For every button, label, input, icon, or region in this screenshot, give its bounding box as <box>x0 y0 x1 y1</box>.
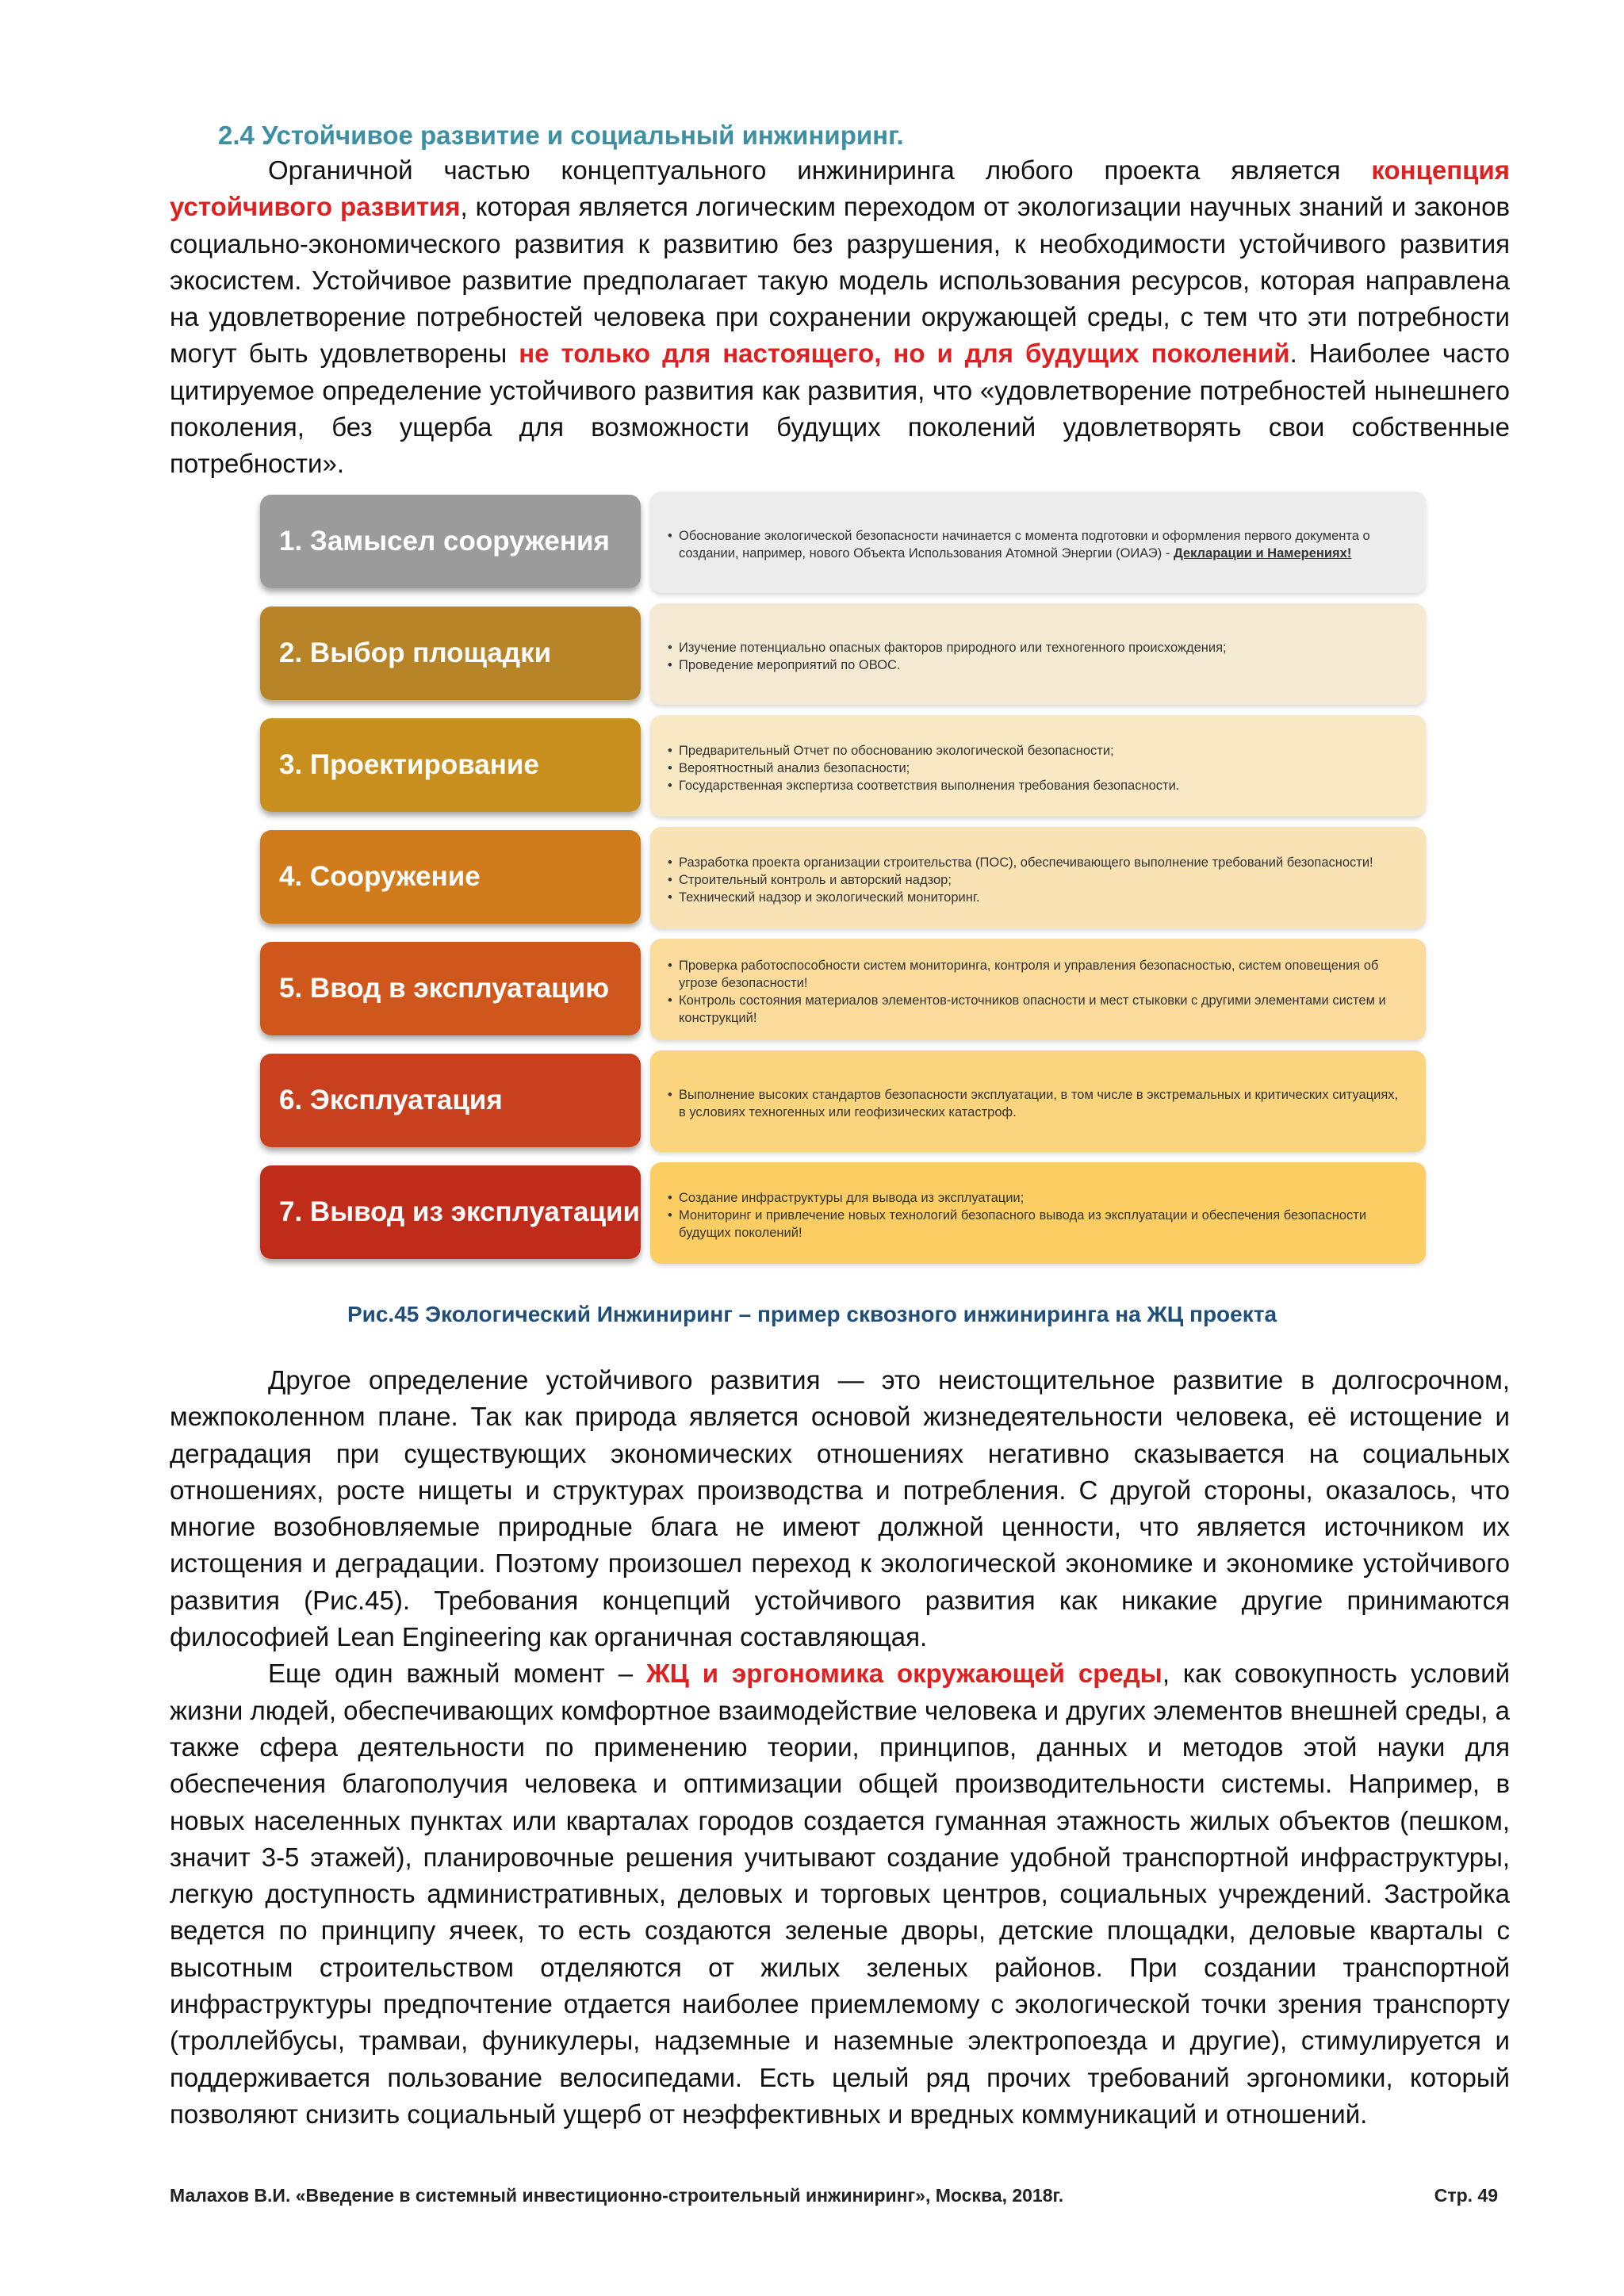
stage-label: 7. Вывод из эксплуатации <box>260 1165 641 1259</box>
stage-bullet-text: Разработка проекта организации строительства (ПОС), обеспечивающего выполнение требований безопасности! <box>679 855 1373 870</box>
stage-bullet-list <box>668 1086 1405 1121</box>
stage-bullet-text: Строительный контроль и авторский надзор; <box>679 873 952 887</box>
stage-description <box>650 603 1426 705</box>
stage-bullet <box>668 889 1405 906</box>
stage-row <box>252 492 1426 595</box>
stage-row <box>252 939 1426 1042</box>
para1-text-a: Органичной частью концептуального инжиниринга любого проекта является <box>268 155 1372 185</box>
stage-description <box>650 1162 1426 1264</box>
para3-text-c: , как совокупность условий жизни людей, обеспечивающих комфортное взаимодействие человека и других элементов внешней среды, а также сфера деятельности по применению теории, принципов, данных и методов этой науки для обеспечения благополучия человека и оптимизации общей производительности системы. Например, в новых населенных пунктах или кварталах городов создается гуманная этажность жилых объектов (пешком, значит 3-5 этажей), планировочные решения учитывают создание удобной транспортной инфраструктуры, легкую доступность административных, деловых и торговых центров, социальных учреждений. Застройка ведется по принципу ячеек, то есть создаются зеленые дворы, детские площадки, деловые кварталы с высотным строительством отделяются от жилых зеленых районов. При создании транспортной инфраструктуры предпочтение отдается наиболее приемлемому с экологической точки зрения транспорту (троллейбусы, трамваи, фуникулеры, надземные и наземные электропоезда и другие), стимулируется и поддерживается пользование велосипедами. Есть целый ряд прочих требований эргономики, который позволяют снизить социальный ущерб от неэффективных и вредных коммуникаций и отношений. <box>170 1659 1511 2129</box>
stage-bullet-text: Проведение мероприятий по ОВОС. <box>679 658 901 672</box>
stage-bullet-list <box>668 1189 1405 1242</box>
footer-citation: Малахов В.И. «Введение в системный инвестиционно-строительный инжиниринг», Москва, 2018г. <box>170 2185 1064 2206</box>
stage-bullet-list <box>668 957 1405 1027</box>
stage-description <box>650 939 1426 1040</box>
stage-bullet <box>668 527 1405 562</box>
stage-bullet <box>668 1207 1405 1242</box>
para1-highlight-concept: концепция устойчивого развития <box>170 155 1510 222</box>
paragraph-ergonomics <box>170 1655 1510 2133</box>
stage-row <box>252 827 1426 930</box>
stage-bullet <box>668 957 1405 992</box>
ecological-engineering-figure <box>252 492 1426 1284</box>
stage-bullet <box>668 742 1405 760</box>
stage-bullet-text: Проверка работоспособности систем мониторинга, контроля и управления безопасностью, систем оповещения об угрозе безопасности! <box>679 959 1379 990</box>
page-number: Стр. 49 <box>1434 2185 1498 2206</box>
stage-bullet <box>668 992 1405 1027</box>
stage-bullet-list <box>668 639 1405 674</box>
stage-row <box>252 1162 1426 1265</box>
stage-bullet <box>668 656 1405 674</box>
para3-highlight-ergonomics: ЖЦ и эргономика окружающей среды <box>645 1659 1162 1689</box>
stage-bullet-text: Предварительный Отчет по обоснованию экологической безопасности; <box>679 744 1114 758</box>
stage-label: 2. Выбор площадки <box>260 607 641 700</box>
stage-bullet-text: Обоснование экологической безопасности начинается с момента подготовки и оформления первого документа о создании, например, нового Объекта Использования Атомной Энергии (ОИАЭ) - <box>679 529 1370 561</box>
stage-description <box>650 492 1426 593</box>
stage-bullet-list <box>668 854 1405 906</box>
stage-label: 6. Эксплуатация <box>260 1054 641 1147</box>
figure-caption: Рис.45 Экологический Инжиниринг – пример сквозного инжиниринга на ЖЦ проекта <box>347 1302 1277 1326</box>
stage-bullet-emphasis: Декларации и Намерениях! <box>1173 546 1352 561</box>
stage-bullet-text: Технический надзор и экологический мониторинг. <box>679 890 980 905</box>
stage-bullet-text: Государственная экспертиза соответствия выполнения требования безопасности. <box>679 779 1180 793</box>
stage-bullet-text: Мониторинг и привлечение новых технологий безопасного вывода из эксплуатации и обеспечения безопасности будущих поколений! <box>679 1208 1367 1240</box>
para1-text-e: . Наиболее часто цитируемое определение устойчивого развития как развития, что «удовлетворение потребностей нынешнего поколения, без ущерба для возможности будущих поколений удовлетворять свои собственные потребности». <box>170 339 1510 479</box>
page-footer <box>170 2185 1498 2206</box>
paragraph-sustainable-development <box>170 152 1510 483</box>
para1-text-c: , которая является логическим переходом от экологизации научных знаний и законов социально-экономического развития к развитию без разрушения, к необходимости устойчивого развития экосистем. Устойчивое развитие предполагает такую модель использования ресурсов, которая направлена на удовлетворение потребностей человека при сохранении окружающей среды, с тем что эти потребности могут быть удовлетворены <box>170 192 1510 369</box>
stage-bullet <box>668 760 1405 777</box>
stage-description <box>650 1050 1426 1152</box>
stage-bullet-text: Изучение потенциально опасных факторов природного или техногенного происхождения; <box>679 641 1227 655</box>
stage-bullet-text: Создание инфраструктуры для вывода из эксплуатации; <box>679 1191 1025 1205</box>
stage-bullet-list <box>668 527 1405 562</box>
stage-row <box>252 1050 1426 1154</box>
stage-bullet <box>668 1086 1405 1121</box>
section-heading <box>218 121 904 151</box>
stage-row <box>252 603 1426 706</box>
stage-row <box>252 715 1426 818</box>
stage-description <box>650 827 1426 928</box>
stage-bullet-text: Выполнение высоких стандартов безопасности эксплуатации, в том числе в экстремальных и критических ситуациях, в условиях техногенных или геофизических катастроф. <box>679 1088 1399 1119</box>
section-number: 2.4 <box>218 121 255 150</box>
para1-highlight-generations: не только для настоящего, но и для будущих поколений <box>519 339 1290 369</box>
stage-label: 5. Ввод в эксплуатацию <box>260 942 641 1035</box>
stage-label: 4. Сооружение <box>260 830 641 924</box>
stage-bullet <box>668 871 1405 889</box>
stage-label: 1. Замысел сооружения <box>260 495 641 588</box>
stage-bullet <box>668 639 1405 656</box>
stage-label: 3. Проектирование <box>260 718 641 812</box>
para3-text-a: Еще один важный момент – <box>268 1659 646 1689</box>
stage-bullet <box>668 1189 1405 1207</box>
stage-description <box>650 715 1426 817</box>
paragraph-body <box>170 1362 1510 2133</box>
stage-bullet-text: Контроль состояния материалов элементов-источников опасности и мест стыковки с другими элементами систем и конструкций! <box>679 993 1386 1025</box>
section-title: Устойчивое развитие и социальный инжиниринг. <box>262 121 904 150</box>
stage-bullet-text: Вероятностный анализ безопасности; <box>679 761 910 775</box>
paragraph-definition: Другое определение устойчивого развития — это неистощительное развитие в долгосрочном, межпоколенном плане. Так как природа является основой жизнедеятельности человека, её истощение и деградация при существующих экономических отношениях негативно сказывается на социальных отношениях, росте нищеты и структурах производства и потребления. С другой стороны, оказалось, что многие возобновляемые природные блага не имеют должной ценности, что является источником их истощения и деградации. Поэтому произошел переход к экологической экономике и экономике устойчивого развития (Рис.45). Требования концепций устойчивого развития как никакие другие принимаются философией Lean Engineering как органичная составляющая. <box>170 1365 1510 1652</box>
stage-bullet <box>668 854 1405 871</box>
stage-bullet-list <box>668 742 1405 794</box>
stage-bullet <box>668 777 1405 794</box>
